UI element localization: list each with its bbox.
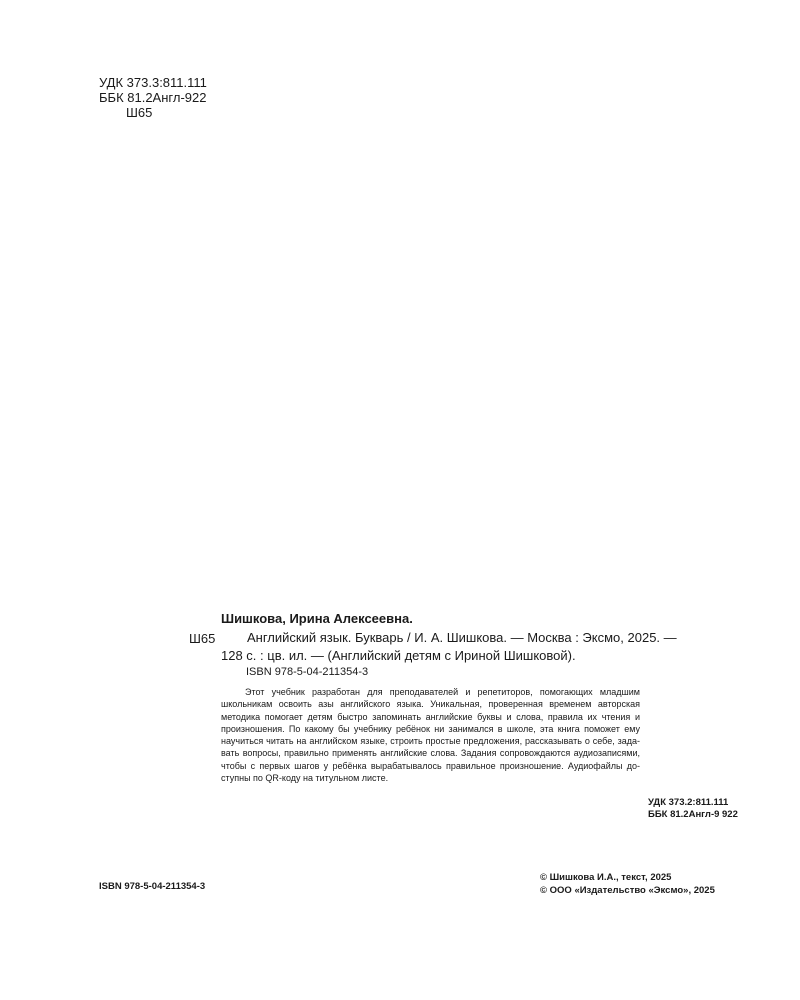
annotation-line: Этот учебник разработан для преподавателей и репетиторов, помогающих младшим <box>245 687 640 697</box>
annotation-line: научиться читать на английском языке, строить простые предложения, рассказывать о себе, зада- <box>221 736 640 747</box>
udk-code: УДК 373.2:811.111 <box>648 797 729 808</box>
copyright-block <box>540 871 715 897</box>
record-isbn: ISBN 978-5-04-211354-3 <box>246 666 369 678</box>
record-author-mark: Ш65 <box>189 631 216 646</box>
annotation-line: вать вопросы, правильно применять английские слова. Задания сопровождаются аудиозаписями, <box>221 748 640 759</box>
record-series-line: 128 с. : цв. ил. — (Английский детям с Ириной Шишковой). <box>221 648 576 663</box>
annotation-line: методика помогает детям быстро запоминать английские буквы и слова, правила их чтения и <box>221 711 640 722</box>
copyright-text: © Шишкова И.А., текст, 2025 <box>540 872 672 883</box>
annotation-line: школьникам освоить азы английского языка. Уникальная, проверенная временем авторская <box>221 699 640 710</box>
annotation-line: ступны по QR-коду на титульном листе. <box>221 773 389 784</box>
classification-codes-bottom <box>648 797 738 821</box>
author-mark: Ш65 <box>126 105 153 120</box>
udk-code: УДК 373.3:811.111 <box>99 75 207 90</box>
record-title-line: Английский язык. Букварь / И. А. Шишкова. — Москва : Эксмо, 2025. — <box>247 630 677 645</box>
annotation-line: произношения. По какому бы учебнику ребёнок ни занимался в школе, эта книга поможет ему <box>221 723 640 734</box>
copyright-publisher: © ООО «Издательство «Эксмо», 2025 <box>540 885 715 896</box>
annotation-paragraph <box>221 686 640 784</box>
bbk-code: ББК 81.2Англ-922 <box>99 90 207 105</box>
record-description <box>221 627 677 665</box>
record-author: Шишкова, Ирина Алексеевна. <box>221 611 413 626</box>
footer-isbn: ISBN 978-5-04-211354-3 <box>99 881 206 892</box>
annotation-line: чтобы с первых шагов у ребёнка вырабатывалось правильное произношение. Аудиофайлы до- <box>221 760 640 771</box>
classification-codes-top <box>99 75 207 120</box>
bbk-code: ББК 81.2Англ-9 922 <box>648 809 738 820</box>
